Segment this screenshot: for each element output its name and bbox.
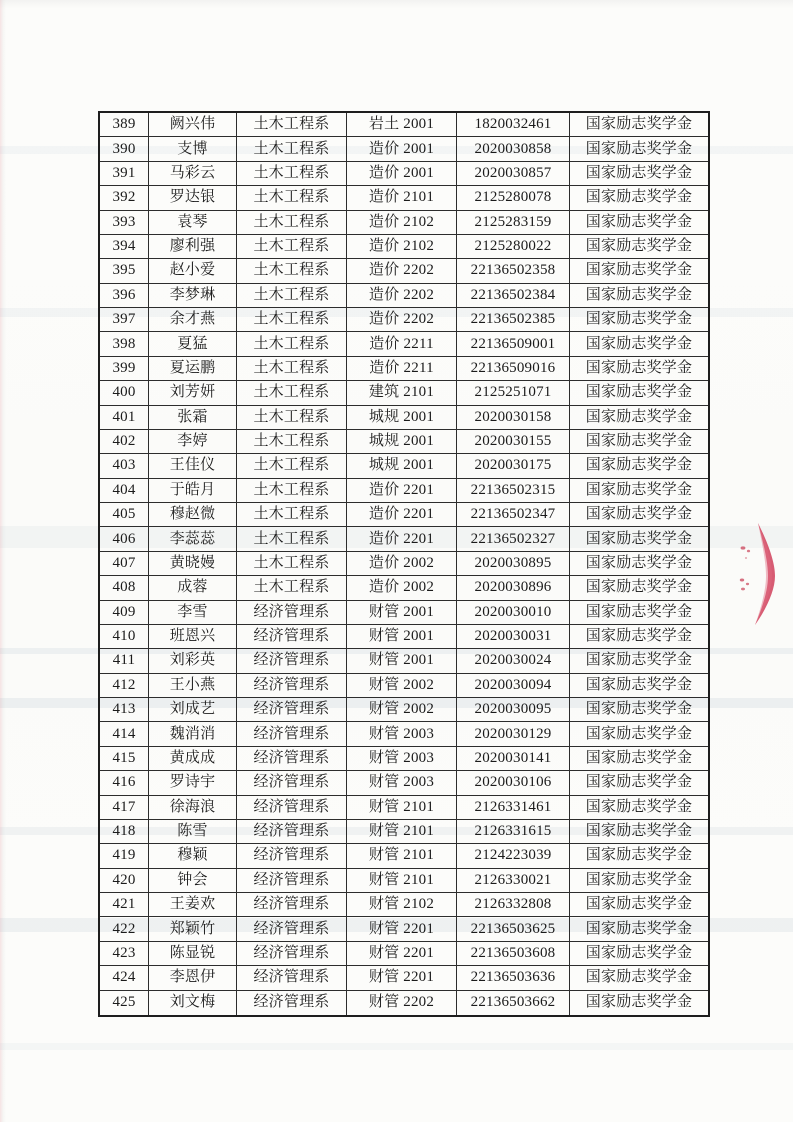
cell-index: 417 [100, 796, 149, 820]
cell-name: 王姜欢 [149, 893, 237, 917]
cell-award: 国家励志奖学金 [570, 917, 708, 941]
cell-department: 经济管理系 [237, 869, 347, 893]
cell-award: 国家励志奖学金 [570, 235, 708, 259]
cell-award: 国家励志奖学金 [585, 994, 693, 1011]
cell-award: 国家励志奖学金 [570, 844, 708, 868]
cell-index: 408 [100, 576, 149, 600]
cell-department: 经济管理系 [237, 893, 347, 917]
cell-student-id: 2125251071 [457, 381, 570, 405]
cell-name: 穆颖 [149, 844, 237, 868]
cell-index: 418 [100, 820, 149, 844]
cell-name: 支博 [149, 137, 237, 161]
cell-award: 国家励志奖学金 [570, 479, 708, 503]
cell-index: 395 [100, 259, 149, 283]
cell-award: 国家励志奖学金 [570, 747, 708, 771]
cell-name: 成蓉 [149, 576, 237, 600]
cell-student-id: 22136503636 [457, 966, 570, 990]
cell-department: 土木工程系 [237, 162, 347, 186]
cell-class: 造价 2101 [347, 186, 457, 210]
cell-department: 土木工程系 [237, 137, 347, 161]
cell-student-id: 2020030129 [457, 722, 570, 746]
cell-class: 造价 2102 [347, 235, 457, 259]
table-row [100, 406, 708, 430]
cell-class: 造价 2001 [347, 137, 457, 161]
table-row [100, 113, 708, 137]
cell-department: 经济管理系 [237, 698, 347, 722]
cell-index: 409 [100, 601, 149, 625]
cell-student-id: 22136502385 [457, 308, 570, 332]
cell-student-id: 2125280078 [457, 186, 570, 210]
cell-department: 经济管理系 [237, 844, 347, 868]
cell-award: 国家励志奖学金 [570, 406, 708, 430]
cell-student-id: 22136503662 [457, 991, 570, 1015]
cell-class: 财管 2003 [347, 747, 457, 771]
cell-student-id: 2020030895 [457, 552, 570, 576]
cell-class: 造价 2201 [347, 527, 457, 551]
cell-student-id: 2125280022 [457, 235, 570, 259]
cell-department: 土木工程系 [237, 259, 347, 283]
table-row [100, 869, 708, 893]
cell-department: 土木工程系 [237, 527, 347, 551]
cell-award: 国家励志奖学金 [570, 601, 708, 625]
cell-name: 李恩伊 [149, 966, 237, 990]
cell-department: 土木工程系 [237, 552, 347, 576]
scan-streak [0, 1043, 793, 1050]
cell-name: 魏消消 [149, 722, 237, 746]
cell-index: 398 [100, 332, 149, 356]
cell-index: 411 [100, 649, 149, 673]
cell-department: 土木工程系 [237, 406, 347, 430]
cell-department: 土木工程系 [237, 454, 347, 478]
table-row [100, 479, 708, 503]
cell-name: 黄晓嫚 [149, 552, 237, 576]
cell-index: 390 [100, 137, 149, 161]
cell-department: 经济管理系 [237, 722, 347, 746]
cell-award: 国家励志奖学金 [570, 674, 708, 698]
table-row [100, 552, 708, 576]
cell-award: 国家励志奖学金 [570, 942, 708, 966]
cell-index: 422 [100, 917, 149, 941]
cell-index: 404 [100, 479, 149, 503]
cell-name: 张霜 [149, 406, 237, 430]
cell-department: 经济管理系 [237, 625, 347, 649]
cell-award: 国家励志奖学金 [570, 527, 708, 551]
table-row [100, 698, 708, 722]
cell-class: 造价 2202 [347, 284, 457, 308]
cell-class: 造价 2002 [347, 552, 457, 576]
cell-class: 造价 2202 [347, 308, 457, 332]
cell-student-id: 2020030857 [457, 162, 570, 186]
cell-index: 396 [100, 284, 149, 308]
table-row [100, 991, 708, 1015]
cell-name: 罗达银 [149, 186, 237, 210]
cell-student-id: 2020030141 [457, 747, 570, 771]
cell-student-id: 22136502315 [457, 479, 570, 503]
cell-name: 赵小爱 [149, 259, 237, 283]
cell-index: 414 [100, 722, 149, 746]
cell-student-id: 2020030095 [457, 698, 570, 722]
cell-student-id: 1820032461 [457, 113, 570, 137]
cell-class: 财管 2001 [347, 601, 457, 625]
cell-student-id: 2020030155 [457, 430, 570, 454]
cell-class: 造价 2211 [347, 332, 457, 356]
cell-department: 土木工程系 [237, 576, 347, 600]
cell-award: 国家励志奖学金 [570, 211, 708, 235]
cell-student-id: 2020030106 [457, 771, 570, 795]
cell-department: 经济管理系 [237, 966, 347, 990]
cell-department: 经济管理系 [237, 942, 347, 966]
cell-class: 造价 2201 [347, 479, 457, 503]
cell-award: 国家励志奖学金 [570, 893, 708, 917]
cell-name: 刘成艺 [149, 698, 237, 722]
cell-name: 阙兴伟 [149, 113, 237, 137]
table-row [100, 308, 708, 332]
cell-class: 财管 2002 [347, 698, 457, 722]
cell-student-id: 2126332808 [457, 893, 570, 917]
cell-award: 国家励志奖学金 [570, 796, 708, 820]
cell-index: 397 [100, 308, 149, 332]
cell-name: 廖利强 [149, 235, 237, 259]
cell-name: 于皓月 [149, 479, 237, 503]
cell-class: 财管 2101 [347, 844, 457, 868]
cell-department: 土木工程系 [237, 332, 347, 356]
cell-index: 420 [100, 869, 149, 893]
cell-award: 国家励志奖学金 [570, 454, 708, 478]
cell-department: 经济管理系 [237, 917, 347, 941]
cell-award: 国家励志奖学金 [570, 259, 708, 283]
cell-student-id: 22136509001 [457, 332, 570, 356]
cell-index: 399 [100, 357, 149, 381]
cell-index: 405 [100, 503, 149, 527]
table-row [100, 966, 708, 990]
cell-department: 土木工程系 [237, 381, 347, 405]
cell-department: 土木工程系 [237, 357, 347, 381]
cell-name: 郑颖竹 [149, 917, 237, 941]
table-row [100, 430, 708, 454]
cell-class: 造价 2201 [347, 503, 457, 527]
cell-student-id: 2020030094 [457, 674, 570, 698]
cell-class: 财管 2101 [347, 796, 457, 820]
cell-award: 国家励志奖学金 [570, 162, 708, 186]
cell-award: 国家励志奖学金 [570, 137, 708, 161]
cell-student-id: 2124223039 [457, 844, 570, 868]
cell-award: 国家励志奖学金 [570, 430, 708, 454]
table-row [100, 332, 708, 356]
cell-student-id: 2020030896 [457, 576, 570, 600]
cell-department: 土木工程系 [237, 479, 347, 503]
cell-index: 421 [100, 893, 149, 917]
red-seal-fragment-icon [733, 518, 793, 630]
cell-name: 夏运鹏 [149, 357, 237, 381]
cell-award: 国家励志奖学金 [570, 357, 708, 381]
cell-name: 余才燕 [149, 308, 237, 332]
cell-student-id: 22136502384 [457, 284, 570, 308]
cell-class: 财管 2003 [347, 771, 457, 795]
table-row [100, 771, 708, 795]
cell-student-id: 22136502327 [457, 527, 570, 551]
cell-student-id: 2020030858 [457, 137, 570, 161]
cell-index: 406 [100, 527, 149, 551]
cell-department: 土木工程系 [237, 503, 347, 527]
cell-award: 国家励志奖学金 [570, 649, 708, 673]
cell-class: 造价 2001 [347, 162, 457, 186]
cell-award: 国家励志奖学金 [570, 698, 708, 722]
cell-index: 415 [100, 747, 149, 771]
cell-name: 王小燕 [149, 674, 237, 698]
cell-student-id: 22136502358 [457, 259, 570, 283]
cell-class: 财管 2201 [347, 917, 457, 941]
cell-class: 造价 2002 [347, 576, 457, 600]
cell-index: 402 [100, 430, 149, 454]
cell-name: 李婷 [149, 430, 237, 454]
cell-department: 经济管理系 [237, 771, 347, 795]
cell-student-id: 22136502347 [457, 503, 570, 527]
cell-index: 425 [100, 991, 149, 1015]
cell-class: 城规 2001 [347, 406, 457, 430]
cell-award: 国家励志奖学金 [570, 722, 708, 746]
cell-name: 王佳仪 [149, 454, 237, 478]
cell-name: 夏猛 [149, 332, 237, 356]
cell-index: 410 [100, 625, 149, 649]
cell-award: 国家励志奖学金 [570, 552, 708, 576]
cell-index: 393 [100, 211, 149, 235]
cell-class: 造价 2211 [347, 357, 457, 381]
cell-name: 马彩云 [149, 162, 237, 186]
cell-class: 造价 2102 [347, 211, 457, 235]
cell-department: 土木工程系 [237, 284, 347, 308]
cell-name: 徐海浪 [149, 796, 237, 820]
cell-index: 389 [100, 113, 149, 137]
cell-award: 国家励志奖学金 [570, 966, 708, 990]
table-row [100, 454, 708, 478]
cell-department: 土木工程系 [237, 308, 347, 332]
cell-class: 财管 2202 [347, 991, 457, 1015]
cell-name: 刘文梅 [149, 991, 237, 1015]
cell-department: 土木工程系 [237, 430, 347, 454]
cell-award: 国家励志奖学金 [570, 113, 708, 137]
cell-index: 419 [100, 844, 149, 868]
table-row [100, 235, 708, 259]
table-row [100, 259, 708, 283]
scholarship-table [98, 111, 710, 1017]
cell-name: 刘芳妍 [149, 381, 237, 405]
cell-index: 394 [100, 235, 149, 259]
cell-department: 经济管理系 [237, 601, 347, 625]
page-edge-shadow-top [0, 0, 793, 10]
cell-student-id: 2020030158 [457, 406, 570, 430]
cell-student-id: 22136503608 [457, 942, 570, 966]
cell-department: 经济管理系 [237, 649, 347, 673]
cell-department: 经济管理系 [237, 820, 347, 844]
cell-name: 李雪 [149, 601, 237, 625]
cell-class: 财管 2001 [347, 625, 457, 649]
cell-award: 国家励志奖学金 [570, 820, 708, 844]
cell-department: 土木工程系 [237, 113, 347, 137]
page-edge-shadow-left [0, 0, 6, 1122]
cell-award: 国家励志奖学金 [570, 625, 708, 649]
cell-student-id: 22136509016 [457, 357, 570, 381]
table-row [100, 357, 708, 381]
cell-department: 经济管理系 [237, 796, 347, 820]
cell-index: 412 [100, 674, 149, 698]
cell-department: 土木工程系 [237, 235, 347, 259]
table-row [100, 137, 708, 161]
cell-class: 造价 2202 [347, 259, 457, 283]
cell-name: 黄成成 [149, 747, 237, 771]
cell-class: 财管 2101 [347, 869, 457, 893]
cell-class: 财管 2102 [347, 893, 457, 917]
table-row [100, 674, 708, 698]
cell-student-id: 22136503625 [457, 917, 570, 941]
cell-student-id: 2125283159 [457, 211, 570, 235]
table-row [100, 942, 708, 966]
table-row [100, 649, 708, 673]
table-row [100, 211, 708, 235]
cell-name: 穆赵微 [149, 503, 237, 527]
cell-student-id: 2126330021 [457, 869, 570, 893]
cell-award: 国家励志奖学金 [570, 503, 708, 527]
cell-award: 国家励志奖学金 [570, 284, 708, 308]
cell-award: 国家励志奖学金 [570, 576, 708, 600]
table-row [100, 917, 708, 941]
table-row [100, 625, 708, 649]
cell-student-id: 2020030175 [457, 454, 570, 478]
cell-name: 李蕊蕊 [149, 527, 237, 551]
cell-department: 土木工程系 [237, 186, 347, 210]
cell-award: 国家励志奖学金 [570, 771, 708, 795]
cell-class: 财管 2201 [347, 966, 457, 990]
cell-award: 国家励志奖学金 [570, 308, 708, 332]
table-row [100, 820, 708, 844]
cell-name: 陈显锐 [149, 942, 237, 966]
table-row [100, 844, 708, 868]
cell-index: 392 [100, 186, 149, 210]
cell-student-id: 2020030024 [457, 649, 570, 673]
cell-class: 城规 2001 [347, 454, 457, 478]
cell-index: 403 [100, 454, 149, 478]
cell-student-id: 2126331461 [457, 796, 570, 820]
table-row [100, 162, 708, 186]
cell-class: 城规 2001 [347, 430, 457, 454]
table-row [100, 527, 708, 551]
table-row [100, 381, 708, 405]
cell-index: 400 [100, 381, 149, 405]
cell-index: 407 [100, 552, 149, 576]
cell-class: 岩土 2001 [347, 113, 457, 137]
table-row [100, 503, 708, 527]
table-row [100, 796, 708, 820]
cell-name: 班恩兴 [149, 625, 237, 649]
cell-name: 刘彩英 [149, 649, 237, 673]
cell-student-id: 2126331615 [457, 820, 570, 844]
table-row [100, 747, 708, 771]
cell-name: 罗诗宇 [149, 771, 237, 795]
cell-class: 财管 2002 [347, 674, 457, 698]
table-row [100, 284, 708, 308]
cell-class: 财管 2001 [347, 649, 457, 673]
cell-department: 土木工程系 [237, 211, 347, 235]
cell-class: 财管 2201 [347, 942, 457, 966]
table-row [100, 576, 708, 600]
cell-class: 财管 2003 [347, 722, 457, 746]
table-row [100, 186, 708, 210]
cell-index: 416 [100, 771, 149, 795]
cell-name: 李梦琳 [149, 284, 237, 308]
cell-index: 424 [100, 966, 149, 990]
cell-index: 401 [100, 406, 149, 430]
cell-department: 经济管理系 [237, 991, 347, 1015]
cell-student-id: 2020030031 [457, 625, 570, 649]
cell-name: 袁琴 [149, 211, 237, 235]
cell-index: 413 [100, 698, 149, 722]
table-row [100, 601, 708, 625]
table-row [100, 722, 708, 746]
cell-class: 建筑 2101 [347, 381, 457, 405]
cell-name: 陈雪 [149, 820, 237, 844]
cell-department: 经济管理系 [237, 747, 347, 771]
cell-student-id: 2020030010 [457, 601, 570, 625]
table-row [100, 893, 708, 917]
cell-index: 391 [100, 162, 149, 186]
cell-award: 国家励志奖学金 [570, 381, 708, 405]
cell-class: 财管 2101 [347, 820, 457, 844]
cell-name: 钟会 [149, 869, 237, 893]
cell-award: 国家励志奖学金 [570, 186, 708, 210]
cell-index: 423 [100, 942, 149, 966]
cell-award: 国家励志奖学金 [570, 332, 708, 356]
cell-department: 经济管理系 [237, 674, 347, 698]
cell-award: 国家励志奖学金 [570, 869, 708, 893]
